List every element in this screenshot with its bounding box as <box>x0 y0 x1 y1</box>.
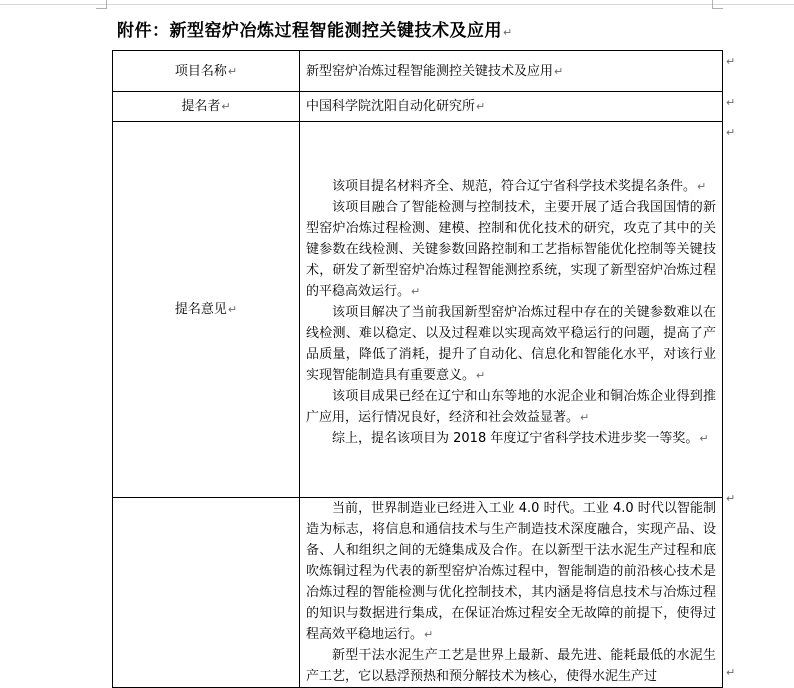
paragraph-mark: ↵ <box>697 180 707 193</box>
page-margin-corner-left <box>96 0 107 9</box>
table-row-nomination-opinion <box>113 122 723 498</box>
paragraph-mark: ↵ <box>699 432 709 445</box>
label-cell <box>113 498 300 688</box>
opinion-paragraph: 该项目提名材料齐全、规范，符合辽宁省科学技术奖提名条件。↵ <box>332 179 707 194</box>
label-cell <box>113 92 300 122</box>
nominator-value: 中国科学院沈阳自动化研究所 <box>306 99 476 114</box>
description-paragraph: 当前，世界制造业已经进入工业 4.0 时代。工业 4.0 时代以智能制造为标志，将信息和通信技术与生产制造技术深度融合，实现产品、设备、人和组织之间的无缝集成及合作。在以新型干法水泥生产过程和底吹炼铜过程为代表的新型窑炉冶炼过程中，智能制造的前沿核心技术是冶炼过程的智能检测与优化控制技术，其内涵是将信息技术与冶炼过程的知识与数据进行集成，在保证冶炼过程安全无故障的前提下，使得过程高效平稳地运行。↵ <box>306 501 716 642</box>
nominator-label: 提名者 <box>181 99 221 114</box>
row-end-mark: ↵ <box>726 126 736 139</box>
value-cell <box>300 122 723 498</box>
paragraph-mark: ↵ <box>227 303 238 316</box>
page-margin-corner-right <box>712 0 723 9</box>
opinion-paragraph: 该项目成果已经在辽宁和山东等地的水泥企业和铜冶炼企业得到推广应用，运行情况良好，经济和社会效益显著。↵ <box>306 389 716 425</box>
row-end-mark: ↵ <box>726 55 736 68</box>
paragraph-mark: ↵ <box>580 411 590 424</box>
document-title <box>117 16 513 41</box>
paragraph-mark: ↵ <box>227 64 238 78</box>
opinion-paragraph: 该项目解决了当前我国新型窑炉冶炼过程中存在的关键参数难以在线检测、难以稳定、以及过程难以实现高效平稳运行的问题，提高了产品质量，降低了消耗，提升了自动化、信息化和智能化水平，对该行业实现智能制造具有重要意义。↵ <box>306 305 716 383</box>
nomination-opinion-label: 提名意见 <box>174 302 227 317</box>
paragraph-mark: ↵ <box>221 100 231 113</box>
nomination-form-table <box>112 50 723 688</box>
paragraph-mark: ↵ <box>411 285 421 298</box>
label-cell <box>113 51 300 92</box>
label-cell <box>113 122 300 498</box>
opinion-paragraph: 该项目融合了智能检测与控制技术，主要开展了适合我国国情的新型窑炉冶炼过程检测、建模、控制和优化技术的研究，攻克了其中的关键参数在线检测、关键参数回路控制和工艺指标智能优化控制等关键技术，研发了新型窑炉冶炼过程智能测控系统，实现了新型窑炉冶炼过程的平稳高效运行。↵ <box>306 200 716 299</box>
row-end-mark: ↵ <box>726 666 736 679</box>
document-title-text: 附件：新型窑炉冶炼过程智能测控关键技术及应用 <box>117 21 502 41</box>
table-row-project-description <box>113 498 723 688</box>
table-row-project-name <box>113 51 723 92</box>
opinion-paragraph: 综上，提名该项目为 2018 年度辽宁省科学技术进步奖一等奖。↵ <box>332 431 709 446</box>
table-row-nominator <box>113 92 723 122</box>
row-end-mark: ↵ <box>726 492 736 505</box>
description-paragraph: 新型干法水泥生产工艺是世界上最新、最先进、能耗最低的水泥生产工艺，它以悬浮预热和预分解技术为核心，使得水泥生产过 <box>306 648 716 683</box>
paragraph-mark: ↵ <box>503 26 513 39</box>
project-name-label: 项目名称 <box>174 63 227 79</box>
value-cell <box>300 498 723 688</box>
paragraph-mark: ↵ <box>424 628 434 641</box>
paragraph-mark: ↵ <box>476 100 486 113</box>
paragraph-mark: ↵ <box>476 369 486 382</box>
page-top-edge <box>0 4 794 5</box>
value-cell <box>300 51 723 92</box>
paragraph-mark: ↵ <box>554 64 564 78</box>
value-cell <box>300 92 723 122</box>
description-text-block <box>306 498 716 683</box>
row-end-mark: ↵ <box>726 96 736 109</box>
project-name-value: 新型窑炉冶炼过程智能测控关键技术及应用 <box>306 63 554 79</box>
